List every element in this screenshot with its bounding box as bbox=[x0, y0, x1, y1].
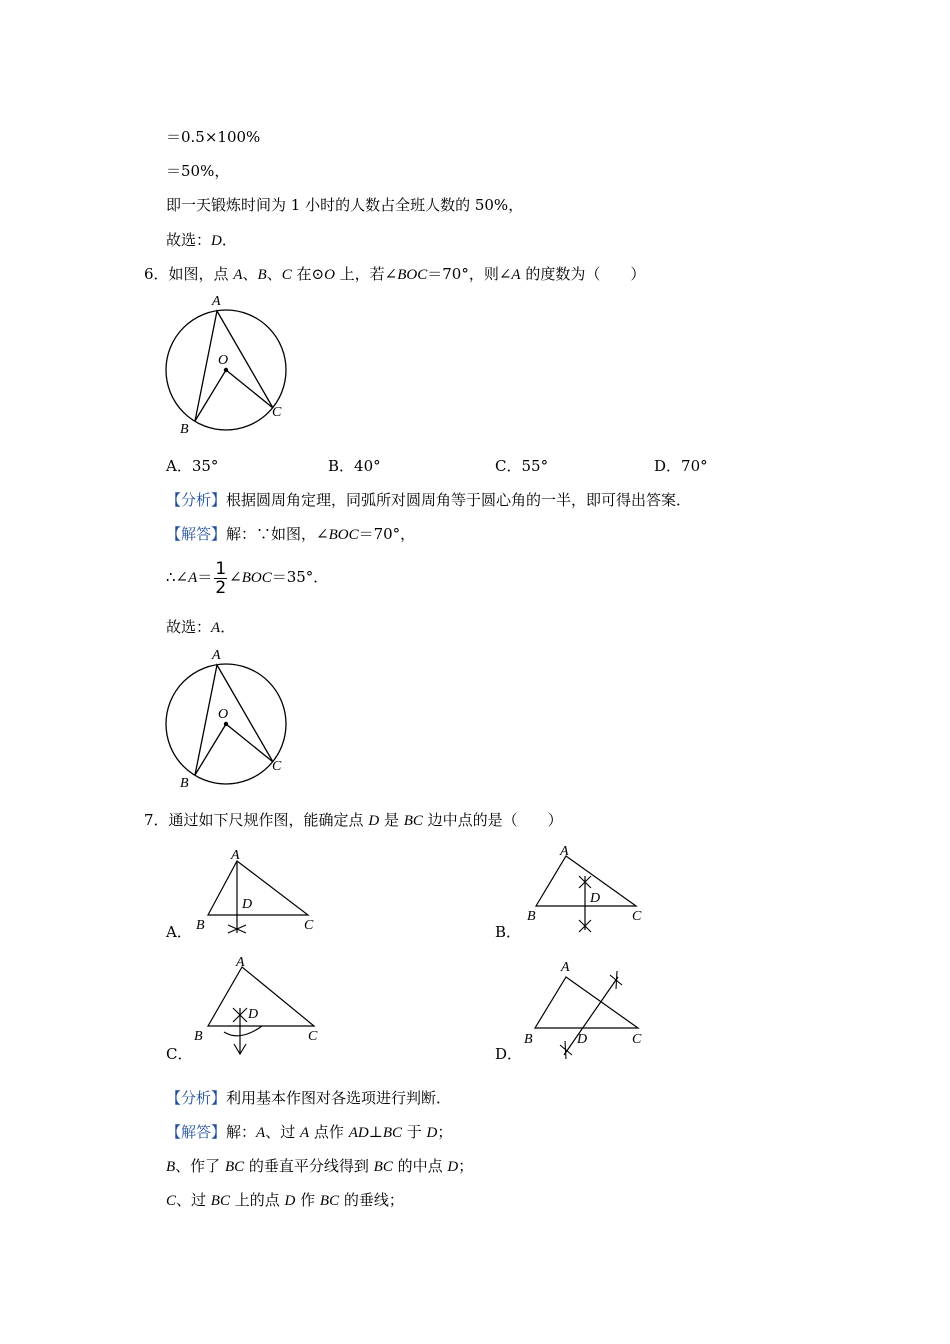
question-7-stem: 7．通过如下尺规作图，能确定点 D 是 BC 边中点的是（ ） bbox=[144, 811, 563, 829]
svg-text:B: B bbox=[527, 909, 536, 924]
construction-figure-C bbox=[190, 950, 330, 1060]
svg-text:C: C bbox=[304, 918, 314, 933]
solution-line-3: 即一天锻炼时间为 1 小时的人数占全班人数的 50%， bbox=[166, 196, 524, 214]
q6-choose: 故选：A． bbox=[166, 618, 236, 636]
svg-text:D: D bbox=[242, 897, 253, 912]
solution-line-1: ＝0.5×100% bbox=[166, 128, 261, 146]
q6-answer-line-1: 【解答】解：∵如图，∠BOC＝70°， bbox=[166, 525, 416, 543]
point-label-C: C bbox=[272, 405, 282, 420]
q7-answer-b: B、作了 BC 的垂直平分线得到 BC 的中点 D； bbox=[166, 1157, 474, 1175]
option-C[interactable]: C．55° bbox=[495, 457, 549, 475]
circle-figure-answer bbox=[160, 644, 300, 794]
option-D[interactable]: D．70° bbox=[654, 457, 708, 475]
construction-figure-A bbox=[190, 845, 330, 940]
q7-option-D[interactable]: D． bbox=[495, 1045, 523, 1063]
q7-answer-a: 【解答】解：A、过 A 点作 AD⊥BC 于 D； bbox=[166, 1123, 453, 1141]
svg-text:A: A bbox=[236, 955, 245, 970]
q7-answer-c: C、过 BC 上的点 D 作 BC 的垂线； bbox=[166, 1191, 404, 1209]
svg-text:A: A bbox=[231, 848, 240, 863]
svg-text:B: B bbox=[194, 1029, 203, 1044]
construction-figure-B bbox=[520, 840, 660, 935]
fraction-one-half: $\frac{1}{2}$ bbox=[215, 558, 227, 598]
point-label-C: C bbox=[272, 759, 282, 774]
point-label-B: B bbox=[180, 422, 189, 437]
svg-text:B: B bbox=[524, 1032, 533, 1047]
q7-option-C[interactable]: C． bbox=[166, 1045, 193, 1063]
q7-option-B[interactable]: B． bbox=[495, 923, 522, 941]
svg-text:D: D bbox=[577, 1032, 588, 1047]
point-label-O: O bbox=[218, 707, 229, 722]
svg-text:D: D bbox=[590, 891, 601, 906]
q7-analysis: 【分析】利用基本作图对各选项进行判断． bbox=[166, 1089, 452, 1107]
svg-text:A: A bbox=[560, 844, 569, 859]
svg-text:C: C bbox=[632, 909, 642, 924]
q6-answer-line-2: ∴∠A＝ $\frac{1}{2}$ ∠BOC＝35°． bbox=[166, 558, 329, 598]
svg-text:B: B bbox=[196, 918, 205, 933]
point-label-B: B bbox=[180, 776, 189, 791]
question-6-stem: 6．如图，点 A、B、C 在⊙O 上，若∠BOC＝70°，则∠A 的度数为（ ） bbox=[144, 265, 646, 283]
svg-text:C: C bbox=[632, 1032, 642, 1047]
point-label-O: O bbox=[218, 353, 229, 368]
q6-analysis: 【分析】根据圆周角定理，同弧所对圆周角等于圆心角的一半，即可得出答案． bbox=[166, 491, 692, 509]
point-label-A: A bbox=[212, 294, 221, 309]
construction-figure-D bbox=[520, 955, 660, 1065]
solution-line-4: 故选：D． bbox=[166, 231, 237, 249]
svg-text:C: C bbox=[308, 1029, 318, 1044]
circle-figure-question bbox=[160, 290, 300, 440]
point-label-A: A bbox=[212, 648, 221, 663]
q7-option-A[interactable]: A． bbox=[166, 923, 192, 941]
solution-line-2: ＝50%， bbox=[166, 162, 230, 180]
option-A[interactable]: A．35° bbox=[166, 457, 219, 475]
option-B[interactable]: B．40° bbox=[328, 457, 381, 475]
svg-text:A: A bbox=[561, 960, 570, 975]
svg-text:D: D bbox=[248, 1007, 259, 1022]
